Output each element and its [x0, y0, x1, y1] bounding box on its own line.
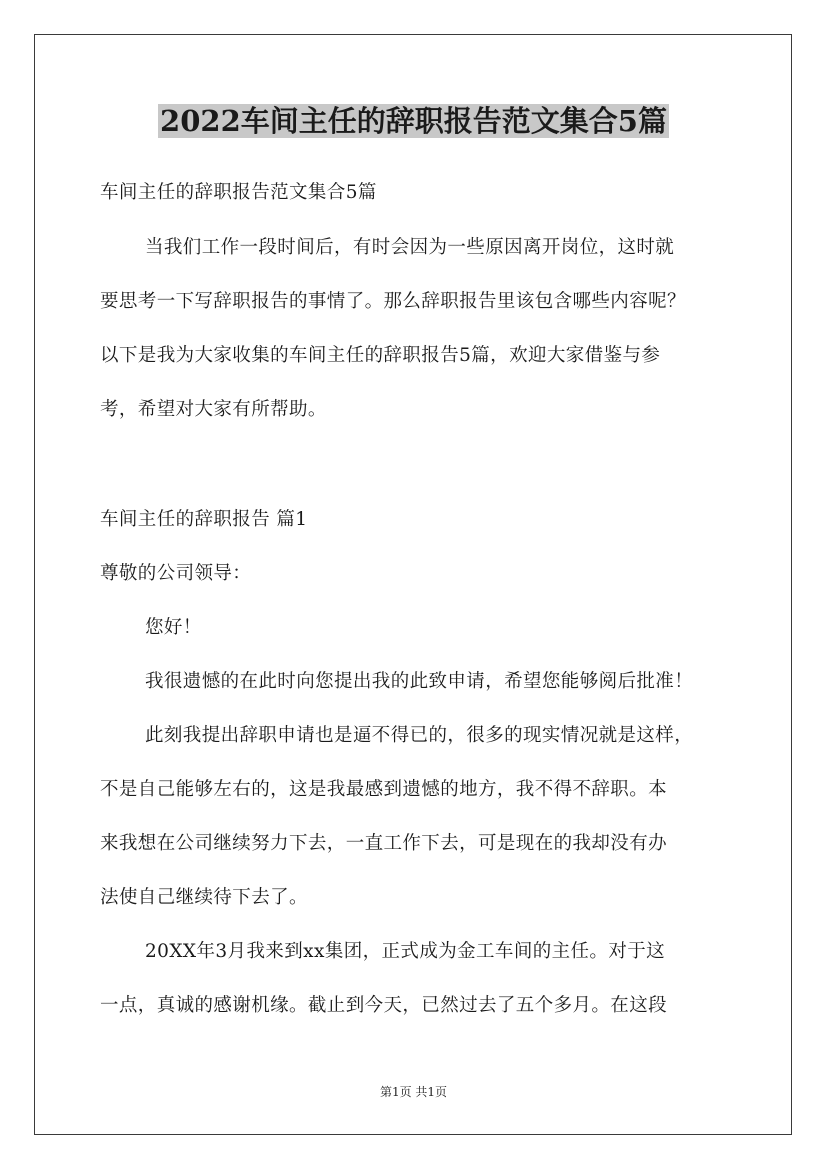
- document-subtitle: 车间主任的辞职报告范文集合5篇: [100, 182, 377, 203]
- body-line: 不是自己能够左右的，这是我最感到遗憾的地方，我不得不辞职。本: [100, 779, 668, 800]
- intro-line: 要思考一下写辞职报告的事情了。那么辞职报告里该包含哪些内容呢？: [100, 291, 686, 312]
- section-heading: 车间主任的辞职报告 篇1: [100, 509, 308, 530]
- greeting: 您好！: [145, 617, 202, 638]
- body-line: 来我想在公司继续努力下去，一直工作下去，可是现在的我却没有办: [100, 833, 668, 854]
- salutation: 尊敬的公司领导：: [100, 563, 252, 584]
- document-title: [0, 100, 827, 142]
- intro-line: 以下是我为大家收集的车间主任的辞职报告5篇，欢迎大家借鉴与参: [100, 345, 661, 366]
- page-number: 第1页 共1页: [379, 1085, 448, 1099]
- body-line: 此刻我提出辞职申请也是逼不得已的，很多的现实情况就是这样，: [145, 725, 694, 746]
- intro-line: 当我们工作一段时间后，有时会因为一些原因离开岗位，这时就: [145, 237, 675, 258]
- document-title-text: 2022车间主任的辞职报告范文集合5篇: [160, 104, 667, 138]
- body-line: 法使自己继续待下去了。: [100, 887, 308, 908]
- body-line: 我很遗憾的在此时向您提出我的此致申请，希望您能够阅后批准！: [145, 671, 694, 692]
- intro-line: 考，希望对大家有所帮助。: [100, 399, 327, 420]
- body-line: 20XX年3月我来到xx集团，正式成为金工车间的主任。对于这: [145, 941, 666, 962]
- body-line: 一点，真诚的感谢机缘。截止到今天，已然过去了五个多月。在这段: [100, 995, 668, 1016]
